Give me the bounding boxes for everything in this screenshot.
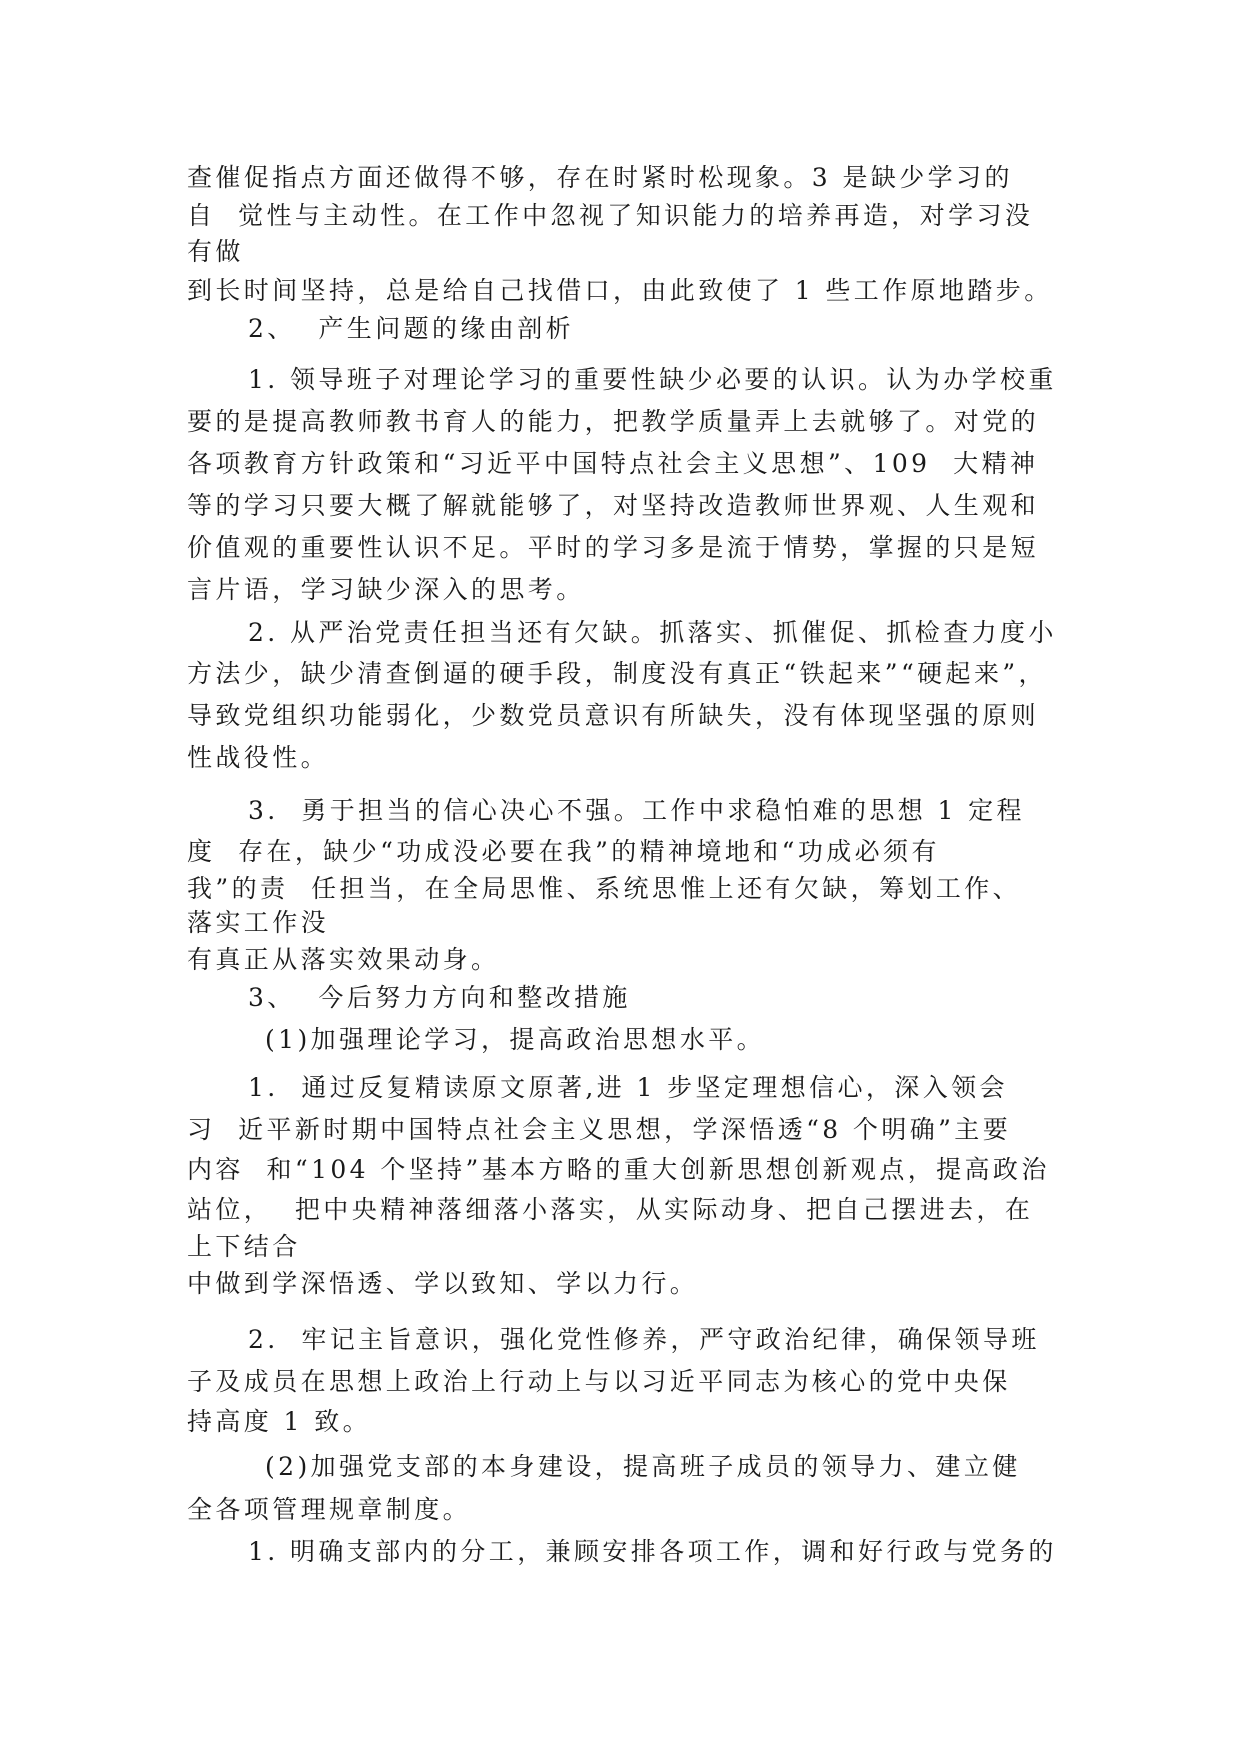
body-text-line: 有做 [187,237,244,266]
subsection-heading: (1)加强理论学习，提高政治思想水平。 [265,1025,766,1054]
section-heading: 3、 今后努力方向和整改措施 [248,983,631,1012]
body-text-line: 有真正从落实效果动身。 [187,945,500,974]
body-text-line: 1. 通过反复精读原文原著,进 1 步坚定理想信心，深入领会 [248,1073,1008,1102]
body-text-line: 等的学习只要大概了解就能够了，对坚持改造教师世界观、人生观和 [187,491,1040,520]
body-text-line: 方法少，缺少清查倒逼的硬手段，制度没有真正“铁起来”“硬起来”， [187,659,1047,688]
body-text-line: 中做到学深悟透、学以致知、学以力行。 [187,1269,699,1298]
body-text-line: 价值观的重要性认识不足。平时的学习多是流于情势，掌握的只是短 [187,533,1040,562]
body-text-line: 上下结合 [187,1232,301,1261]
body-text-line: 持高度 1 致。 [187,1407,371,1436]
section-heading: 2、 产生问题的缘由剖析 [248,314,575,343]
body-text-line: 导致党组织功能弱化，少数党员意识有所缺失，没有体现坚强的原则 [187,701,1040,730]
body-text-line: 2. 牢记主旨意识，强化党性修养，严守政治纪律，确保领导班 [248,1325,1040,1354]
body-text-line: 查催促指点方面还做得不够，存在时紧时松现象。3 是缺少学习的 [187,163,1013,192]
body-text-line: 我”的责 任担当，在全局思惟、系统思惟上还有欠缺，筹划工作、 [187,874,1022,903]
body-text-line: 1. 领导班子对理论学习的重要性缺少必要的认识。认为办学校重 [248,365,1057,394]
body-text-line: 内容 和“104 个坚持”基本方略的重大创新思想创新观点，提高政治 [187,1155,1050,1184]
subsection-heading: (2)加强党支部的本身建设，提高班子成员的领导力、建立健 [265,1452,1021,1481]
body-text-line: 1. 明确支部内的分工，兼顾安排各项工作，调和好行政与党务的 [248,1537,1057,1566]
body-text-line: 各项教育方针政策和“习近平中国特点社会主义思想”、109 大精神 [187,449,1039,478]
body-text-line: 2. 从严治党责任担当还有欠缺。抓落实、抓催促、抓检查力度小 [248,618,1057,647]
body-text-line: 3. 勇于担当的信心决心不强。工作中求稳怕难的思想 1 定程 [248,796,1025,825]
body-text-line: 子及成员在思想上政治上行动上与以习近平同志为核心的党中央保 [187,1367,1011,1396]
body-text-line: 性战役性。 [187,743,330,772]
body-text-line: 全各项管理规章制度。 [187,1495,472,1524]
body-text-line: 言片语，学习缺少深入的思考。 [187,575,585,604]
body-text-line: 度 存在，缺少“功成没必要在我”的精神境地和“功成必须有 [187,837,940,866]
body-text-line: 站位， 把中央精神落细落小落实，从实际动身、把自己摆进去，在 [187,1195,1034,1224]
body-text-line: 自 觉性与主动性。在工作中忽视了知识能力的培养再造，对学习没 [187,201,1034,230]
body-text-line: 落实工作没 [187,908,330,937]
body-text-line: 要的是提高教师教书育人的能力，把教学质量弄上去就够了。对党的 [187,407,1040,436]
body-text-line: 习 近平新时期中国特点社会主义思想，学深悟透“8 个明确”主要 [187,1115,1012,1144]
body-text-line: 到长时间坚持，总是给自己找借口，由此致使了 1 些工作原地踏步。 [187,276,1053,305]
